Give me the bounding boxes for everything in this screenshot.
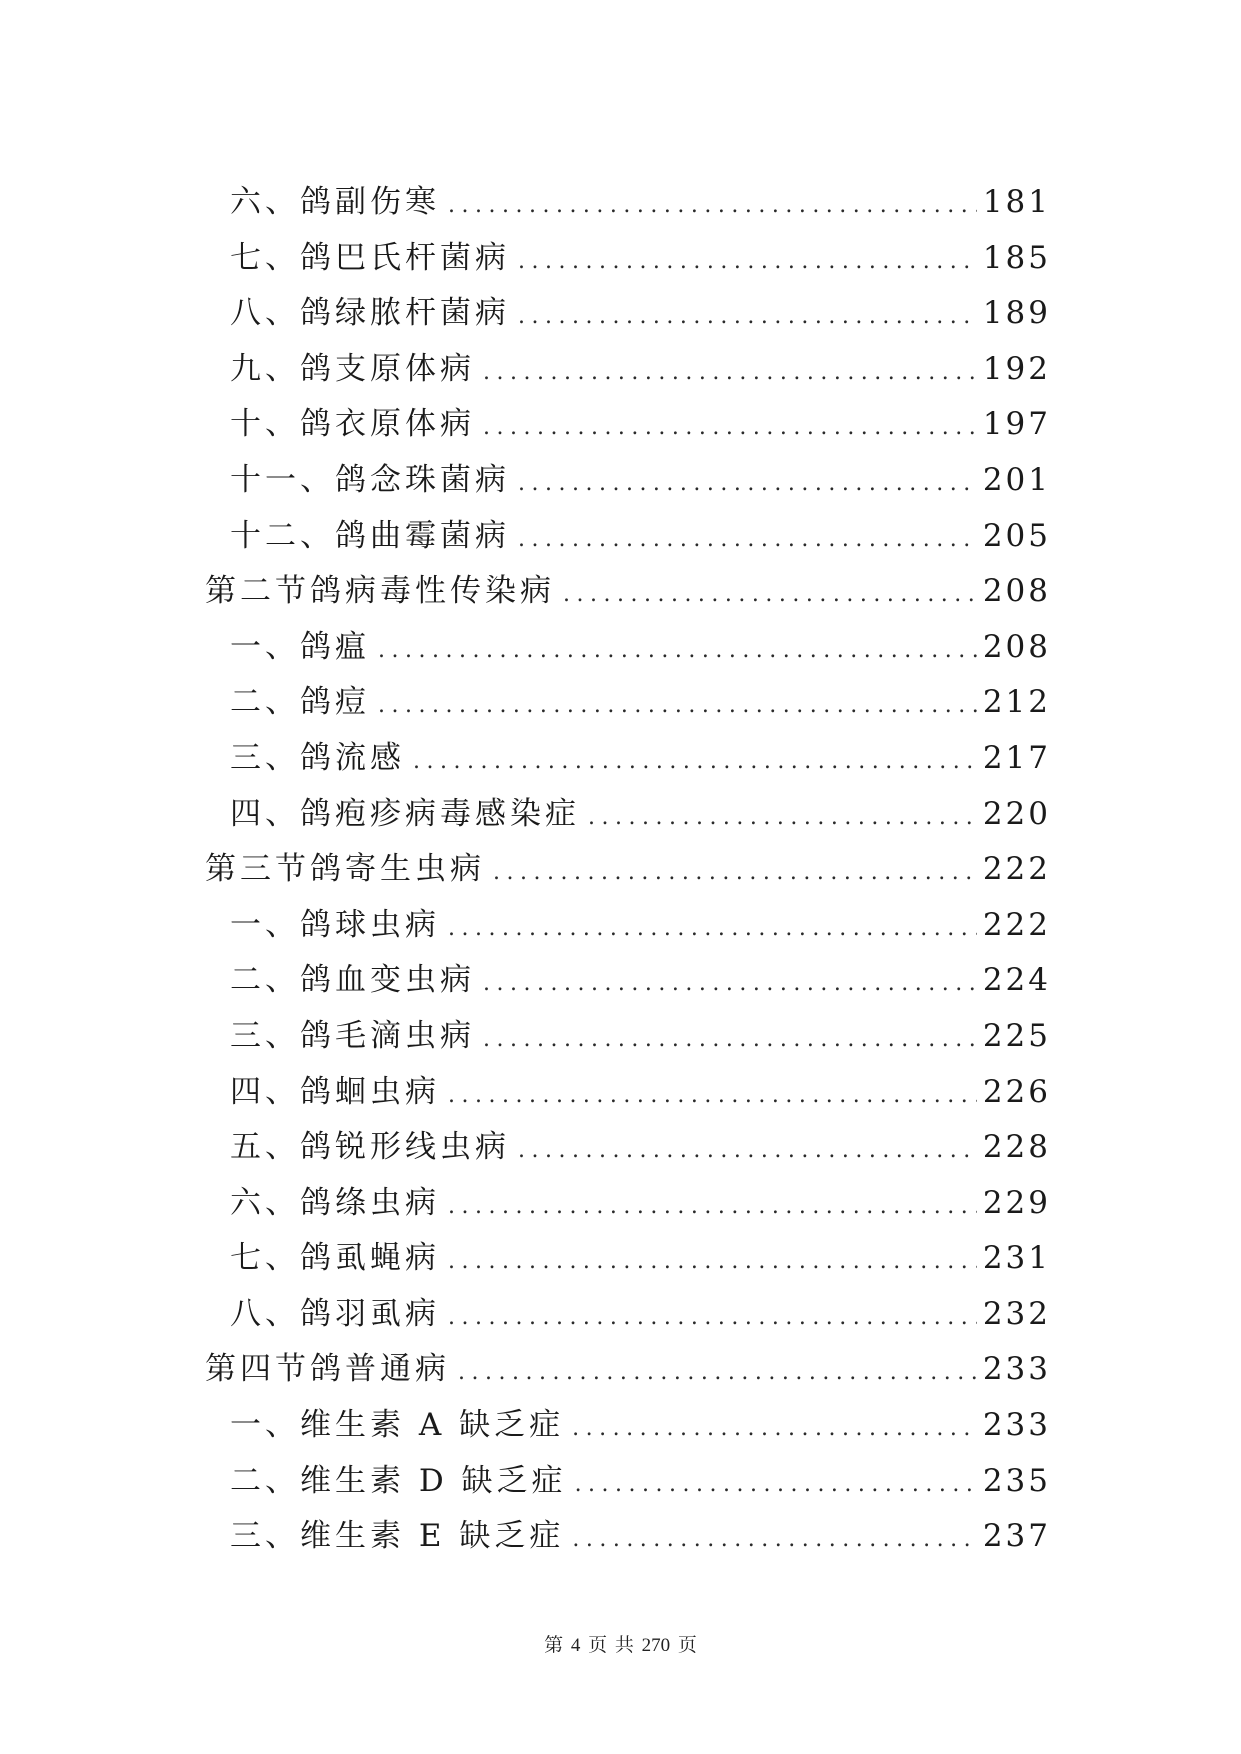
- toc-entry-title: 第三节鸽寄生虫病: [205, 851, 485, 888]
- toc-dot-leader: [588, 805, 977, 830]
- toc-dot-leader: [448, 1249, 977, 1274]
- toc-dot-leader: [448, 1194, 977, 1219]
- toc-entry[interactable]: [205, 454, 1051, 510]
- toc-entry-page-number: 212: [982, 684, 1051, 721]
- toc-entry-title: 第四节鸽普通病: [205, 1351, 450, 1388]
- toc-dot-leader: [483, 415, 977, 440]
- toc-entry[interactable]: [205, 565, 1051, 621]
- toc-entry-page-number: 224: [982, 962, 1051, 999]
- toc-entry[interactable]: [205, 1066, 1051, 1122]
- toc-dot-leader: [518, 249, 977, 274]
- toc-entry-page-number: 181: [982, 184, 1051, 220]
- toc-entry-title: 三、鸽流感: [230, 739, 405, 776]
- toc-entry-page-number: 192: [982, 350, 1051, 387]
- toc-entry-title: 八、鸽绿脓杆菌病: [230, 295, 510, 332]
- toc-entry-title: 五、鸽锐形线虫病: [230, 1129, 510, 1166]
- toc-entry[interactable]: [205, 1343, 1051, 1399]
- toc-dot-leader: [483, 971, 977, 996]
- toc-entry-title: 一、鸽球虫病: [230, 906, 440, 943]
- toc-entry[interactable]: [205, 287, 1051, 343]
- toc-dot-leader: [448, 916, 977, 941]
- toc-entry[interactable]: [205, 510, 1051, 566]
- toc-entry[interactable]: [205, 1399, 1051, 1455]
- toc-dot-leader: [378, 638, 977, 663]
- toc-entry[interactable]: [205, 732, 1051, 788]
- toc-dot-leader: [493, 860, 977, 885]
- toc-dot-leader: [448, 1083, 977, 1108]
- toc-entry-page-number: 233: [982, 1407, 1051, 1444]
- toc-entry-page-number: 237: [982, 1518, 1051, 1555]
- toc-entry-title: 七、鸽虱蝇病: [230, 1240, 440, 1277]
- toc-entry-title: 一、维生素 A 缺乏症: [230, 1407, 565, 1444]
- table-of-contents: [205, 176, 1051, 1566]
- toc-entry[interactable]: [205, 788, 1051, 844]
- toc-entry[interactable]: [205, 1455, 1051, 1511]
- toc-entry-title: 九、鸽支原体病: [230, 350, 475, 387]
- toc-dot-leader: [575, 1472, 977, 1497]
- toc-entry-title: 六、鸽绦虫病: [230, 1184, 440, 1221]
- toc-entry-page-number: 208: [982, 628, 1051, 665]
- toc-entry-title: 八、鸽羽虱病: [230, 1295, 440, 1332]
- toc-entry-page-number: 189: [982, 295, 1051, 332]
- toc-entry-page-number: 228: [982, 1129, 1051, 1166]
- toc-entry-page-number: 222: [982, 906, 1051, 943]
- toc-entry[interactable]: [205, 621, 1051, 677]
- toc-entry-page-number: 185: [982, 239, 1051, 276]
- toc-entry[interactable]: [205, 1510, 1051, 1566]
- toc-entry-title: 三、鸽毛滴虫病: [230, 1017, 475, 1054]
- toc-entry[interactable]: [205, 176, 1051, 232]
- toc-entry-page-number: 197: [982, 406, 1051, 443]
- toc-entry-title: 二、鸽血变虫病: [230, 962, 475, 999]
- toc-dot-leader: [563, 582, 977, 607]
- toc-entry[interactable]: [205, 1288, 1051, 1344]
- toc-entry[interactable]: [205, 343, 1051, 399]
- page-footer: 第 4 页 共 270 页: [544, 1635, 697, 1656]
- toc-entry-page-number: 235: [982, 1462, 1051, 1499]
- toc-dot-leader: [572, 1527, 976, 1552]
- toc-entry-page-number: 217: [982, 739, 1051, 776]
- toc-entry-title: 十一、鸽念珠菌病: [230, 461, 510, 498]
- toc-entry[interactable]: [205, 1121, 1051, 1177]
- toc-dot-leader: [518, 304, 977, 329]
- toc-dot-leader: [518, 1138, 977, 1163]
- toc-entry-title: 十二、鸽曲霉菌病: [230, 517, 510, 554]
- toc-entry-page-number: 229: [982, 1184, 1051, 1221]
- toc-entry-title: 第二节鸽病毒性传染病: [205, 573, 555, 610]
- toc-entry-page-number: 233: [982, 1351, 1051, 1388]
- toc-dot-leader: [378, 693, 977, 718]
- toc-entry[interactable]: [205, 1232, 1051, 1288]
- toc-entry-title: 二、鸽痘: [230, 684, 370, 721]
- toc-entry-page-number: 222: [982, 851, 1051, 888]
- toc-entry-title: 十、鸽衣原体病: [230, 406, 475, 443]
- toc-entry-page-number: 208: [982, 573, 1051, 610]
- toc-entry-title: 四、鸽疱疹病毒感染症: [230, 795, 580, 832]
- toc-entry-page-number: 226: [982, 1073, 1051, 1110]
- toc-dot-leader: [483, 360, 977, 385]
- toc-entry[interactable]: [205, 1010, 1051, 1066]
- toc-entry-page-number: 225: [982, 1017, 1051, 1054]
- toc-entry-title: 七、鸽巴氏杆菌病: [230, 239, 510, 276]
- toc-dot-leader: [518, 471, 977, 496]
- toc-entry[interactable]: [205, 398, 1051, 454]
- toc-dot-leader: [483, 1027, 977, 1052]
- toc-entry-page-number: 205: [982, 517, 1051, 554]
- toc-entry[interactable]: [205, 843, 1051, 899]
- toc-entry-page-number: 232: [982, 1295, 1051, 1332]
- toc-entry-page-number: 231: [982, 1240, 1051, 1277]
- toc-entry-title: 六、鸽副伤寒: [230, 184, 440, 220]
- toc-entry-page-number: 201: [982, 461, 1051, 498]
- toc-entry-title: 四、鸽蛔虫病: [230, 1073, 440, 1110]
- toc-entry[interactable]: [205, 899, 1051, 955]
- toc-entry[interactable]: [205, 232, 1051, 288]
- toc-dot-leader: [413, 749, 977, 774]
- toc-dot-leader: [518, 527, 977, 552]
- toc-dot-leader: [448, 1305, 977, 1330]
- toc-entry-page-number: 220: [982, 795, 1051, 832]
- toc-entry-title: 一、鸽瘟: [230, 628, 370, 665]
- toc-entry-title: 二、维生素 D 缺乏症: [230, 1462, 567, 1499]
- toc-dot-leader: [448, 193, 977, 218]
- toc-entry[interactable]: [205, 676, 1051, 732]
- toc-dot-leader: [572, 1416, 977, 1441]
- toc-entry-title: 三、维生素 E 缺乏症: [230, 1518, 565, 1555]
- toc-dot-leader: [458, 1360, 977, 1385]
- toc-entry[interactable]: [205, 1177, 1051, 1233]
- toc-entry[interactable]: [205, 954, 1051, 1010]
